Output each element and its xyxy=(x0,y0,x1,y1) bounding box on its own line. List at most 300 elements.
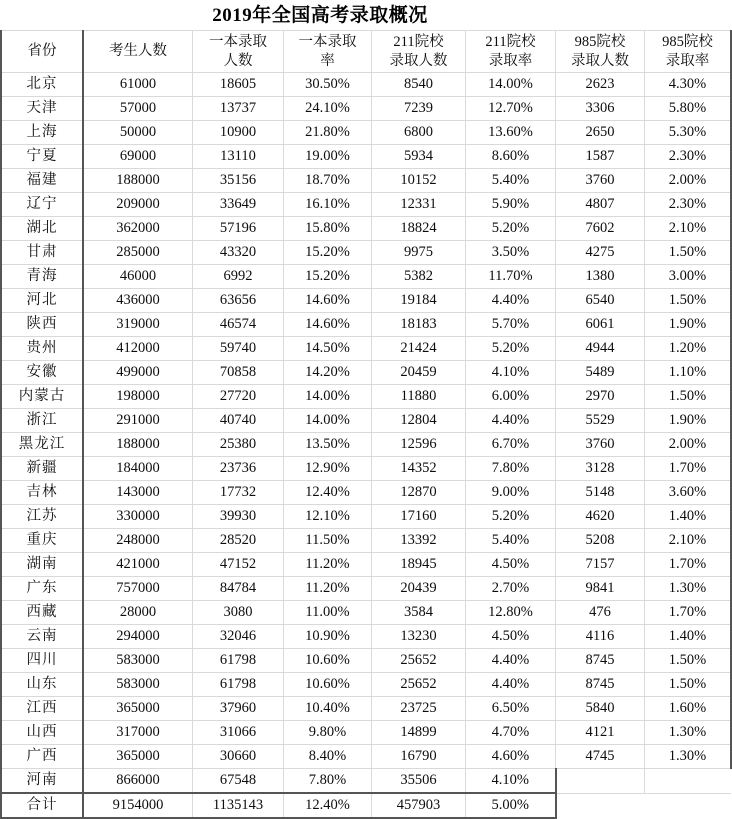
table-row xyxy=(1,121,731,145)
cell-n985_rate: 2.10% xyxy=(645,529,732,553)
table-row xyxy=(1,169,731,193)
cell-yiben_num: 28520 xyxy=(193,529,284,553)
cell-n211_rate: 5.20% xyxy=(466,337,556,361)
cell-n211_rate: 5.20% xyxy=(466,505,556,529)
table-row xyxy=(1,337,731,361)
cell-n211_rate: 5.40% xyxy=(466,169,556,193)
cell-yiben_rate: 19.00% xyxy=(284,145,372,169)
cell-examinees: 198000 xyxy=(83,385,193,409)
cell-province: 广东 xyxy=(1,577,83,601)
table-row xyxy=(1,361,731,385)
cell-province: 江西 xyxy=(1,697,83,721)
cell-examinees: 319000 xyxy=(83,313,193,337)
table-header-row xyxy=(1,31,731,73)
cell-n985_num: 476 xyxy=(556,601,645,625)
cell-examinees: 317000 xyxy=(83,721,193,745)
cell-examinees: 583000 xyxy=(83,649,193,673)
cell-province: 安徽 xyxy=(1,361,83,385)
cell-n211_rate: 6.70% xyxy=(466,433,556,457)
cell-examinees: 184000 xyxy=(83,457,193,481)
table-row xyxy=(1,745,731,769)
cell-n985_rate: 1.30% xyxy=(645,577,732,601)
cell-n985_rate: 3.60% xyxy=(645,481,732,505)
cell-n211_num: 3584 xyxy=(372,601,466,625)
table-row xyxy=(1,145,731,169)
table-row xyxy=(1,553,731,577)
cell-n211_num: 17160 xyxy=(372,505,466,529)
cell-yiben_num: 32046 xyxy=(193,625,284,649)
cell-examinees: 188000 xyxy=(83,169,193,193)
cell-examinees: 365000 xyxy=(83,697,193,721)
column-header-line1: 211院校 xyxy=(393,33,444,50)
cell-n985_rate: 2.00% xyxy=(645,433,732,457)
cell-n985_num: 4121 xyxy=(556,721,645,745)
column-header-line2: 录取率 xyxy=(488,52,533,69)
cell-examinees: 757000 xyxy=(83,577,193,601)
cell-n211_num: 18183 xyxy=(372,313,466,337)
cell-yiben_num: 59740 xyxy=(193,337,284,361)
cell-yiben_rate: 15.20% xyxy=(284,265,372,289)
cell-n985_rate: 2.30% xyxy=(645,193,732,217)
table-body xyxy=(1,73,731,819)
cell-examinees: 69000 xyxy=(83,145,193,169)
cell-n985_num: 5840 xyxy=(556,697,645,721)
cell-province: 甘肃 xyxy=(1,241,83,265)
cell-yiben_rate: 10.40% xyxy=(284,697,372,721)
cell-n211_rate: 4.70% xyxy=(466,721,556,745)
cell-province: 天津 xyxy=(1,97,83,121)
cell-n985_num: 4620 xyxy=(556,505,645,529)
cell-yiben_num: 57196 xyxy=(193,217,284,241)
cell-n985_rate: 1.50% xyxy=(645,385,732,409)
table-row xyxy=(1,601,731,625)
table-row xyxy=(1,265,731,289)
cell-province: 青海 xyxy=(1,265,83,289)
table-row xyxy=(1,673,731,697)
cell-yiben_num: 18605 xyxy=(193,73,284,97)
table-row xyxy=(1,73,731,97)
cell-yiben_rate: 14.60% xyxy=(284,313,372,337)
cell-n985_rate: 1.40% xyxy=(645,505,732,529)
cell-yiben_num: 63656 xyxy=(193,289,284,313)
cell-n211_rate: 12.80% xyxy=(466,601,556,625)
cell-province: 内蒙古 xyxy=(1,385,83,409)
column-header-yiben_rate xyxy=(284,31,372,73)
column-header-n211_num xyxy=(372,31,466,73)
cell-yiben_rate: 14.50% xyxy=(284,337,372,361)
table-row xyxy=(1,577,731,601)
cell-examinees: 28000 xyxy=(83,601,193,625)
cell-n985_rate: 1.30% xyxy=(645,745,732,769)
cell-yiben_num: 1135143 xyxy=(193,793,284,818)
cell-n211_rate: 8.60% xyxy=(466,145,556,169)
cell-n985_num: 1587 xyxy=(556,145,645,169)
cell-n985_rate: 1.50% xyxy=(645,289,732,313)
cell-province: 西藏 xyxy=(1,601,83,625)
cell-yiben_num: 70858 xyxy=(193,361,284,385)
cell-yiben_rate: 21.80% xyxy=(284,121,372,145)
cell-yiben_num: 3080 xyxy=(193,601,284,625)
cell-yiben_num: 23736 xyxy=(193,457,284,481)
cell-yiben_num: 10900 xyxy=(193,121,284,145)
table-row xyxy=(1,97,731,121)
column-header-line1: 985院校 xyxy=(662,33,713,50)
column-header-examinees xyxy=(83,31,193,73)
cell-yiben_rate: 11.00% xyxy=(284,601,372,625)
cell-province: 山西 xyxy=(1,721,83,745)
cell-yiben_num: 33649 xyxy=(193,193,284,217)
cell-yiben_num: 6992 xyxy=(193,265,284,289)
cell-n211_num: 7239 xyxy=(372,97,466,121)
cell-n985_rate xyxy=(645,769,732,794)
cell-n985_rate: 1.70% xyxy=(645,457,732,481)
cell-examinees: 9154000 xyxy=(83,793,193,818)
cell-n985_rate: 5.80% xyxy=(645,97,732,121)
cell-n211_rate: 5.20% xyxy=(466,217,556,241)
cell-examinees: 57000 xyxy=(83,97,193,121)
cell-province: 山东 xyxy=(1,673,83,697)
cell-n211_rate: 5.00% xyxy=(466,793,556,818)
cell-n211_rate: 4.40% xyxy=(466,673,556,697)
cell-n985_num: 5529 xyxy=(556,409,645,433)
cell-yiben_rate: 11.20% xyxy=(284,553,372,577)
cell-n985_rate: 4.30% xyxy=(645,73,732,97)
cell-province: 四川 xyxy=(1,649,83,673)
cell-yiben_num: 46574 xyxy=(193,313,284,337)
table-row xyxy=(1,481,731,505)
table-row xyxy=(1,409,731,433)
table-row xyxy=(1,313,731,337)
column-header-yiben_num xyxy=(193,31,284,73)
column-header-line1: 985院校 xyxy=(574,33,626,50)
cell-yiben_rate: 12.40% xyxy=(284,481,372,505)
column-header-n985_num xyxy=(556,31,645,73)
cell-n211_num: 9975 xyxy=(372,241,466,265)
cell-yiben_rate: 10.90% xyxy=(284,625,372,649)
cell-n211_num: 20439 xyxy=(372,577,466,601)
cell-yiben_rate: 15.80% xyxy=(284,217,372,241)
cell-province: 河南 xyxy=(1,769,83,794)
cell-examinees: 866000 xyxy=(83,769,193,794)
cell-n985_num: 4275 xyxy=(556,241,645,265)
cell-province: 贵州 xyxy=(1,337,83,361)
cell-yiben_num: 13110 xyxy=(193,145,284,169)
cell-n211_num: 8540 xyxy=(372,73,466,97)
cell-n211_rate: 13.60% xyxy=(466,121,556,145)
cell-n985_rate: 2.30% xyxy=(645,145,732,169)
cell-n985_num: 3760 xyxy=(556,433,645,457)
column-header-line1: 考生人数 xyxy=(109,43,167,59)
cell-yiben_rate: 16.10% xyxy=(284,193,372,217)
table-row xyxy=(1,769,731,794)
cell-n211_num: 12596 xyxy=(372,433,466,457)
column-header-n985_rate xyxy=(645,31,732,73)
cell-n211_rate: 3.50% xyxy=(466,241,556,265)
table-header xyxy=(1,31,731,73)
cell-yiben_num: 31066 xyxy=(193,721,284,745)
cell-n985_rate: 1.90% xyxy=(645,409,732,433)
cell-province: 上海 xyxy=(1,121,83,145)
column-header-province xyxy=(1,31,83,73)
cell-yiben_num: 61798 xyxy=(193,649,284,673)
cell-n211_num: 6800 xyxy=(372,121,466,145)
table-row xyxy=(1,505,731,529)
cell-yiben_num: 30660 xyxy=(193,745,284,769)
cell-province: 湖南 xyxy=(1,553,83,577)
cell-yiben_num: 25380 xyxy=(193,433,284,457)
cell-n985_num: 4807 xyxy=(556,193,645,217)
cell-n211_rate: 4.10% xyxy=(466,769,556,794)
cell-examinees: 209000 xyxy=(83,193,193,217)
cell-examinees: 285000 xyxy=(83,241,193,265)
cell-yiben_num: 39930 xyxy=(193,505,284,529)
table-row xyxy=(1,289,731,313)
cell-examinees: 50000 xyxy=(83,121,193,145)
cell-n211_num: 13230 xyxy=(372,625,466,649)
cell-yiben_rate: 12.10% xyxy=(284,505,372,529)
cell-yiben_rate: 14.00% xyxy=(284,409,372,433)
cell-n211_num: 23725 xyxy=(372,697,466,721)
cell-province: 宁夏 xyxy=(1,145,83,169)
cell-n985_num: 5148 xyxy=(556,481,645,505)
cell-n985_rate: 5.30% xyxy=(645,121,732,145)
cell-n985_num: 6540 xyxy=(556,289,645,313)
cell-yiben_rate: 10.60% xyxy=(284,649,372,673)
cell-examinees: 365000 xyxy=(83,745,193,769)
cell-n211_rate: 4.40% xyxy=(466,649,556,673)
cell-yiben_num: 47152 xyxy=(193,553,284,577)
table-row xyxy=(1,649,731,673)
cell-n985_num: 4944 xyxy=(556,337,645,361)
cell-n211_rate: 9.00% xyxy=(466,481,556,505)
cell-yiben_rate: 24.10% xyxy=(284,97,372,121)
cell-yiben_rate: 14.20% xyxy=(284,361,372,385)
cell-province: 黑龙江 xyxy=(1,433,83,457)
cell-province: 福建 xyxy=(1,169,83,193)
cell-yiben_num: 40740 xyxy=(193,409,284,433)
cell-n211_rate: 4.10% xyxy=(466,361,556,385)
column-header-line1: 省份 xyxy=(27,43,57,59)
cell-n985_num: 1380 xyxy=(556,265,645,289)
cell-n211_num: 5934 xyxy=(372,145,466,169)
cell-examinees: 412000 xyxy=(83,337,193,361)
cell-n211_rate: 4.40% xyxy=(466,289,556,313)
cell-yiben_rate: 10.60% xyxy=(284,673,372,697)
cell-province: 吉林 xyxy=(1,481,83,505)
table-row xyxy=(1,721,731,745)
cell-examinees: 143000 xyxy=(83,481,193,505)
cell-province: 云南 xyxy=(1,625,83,649)
cell-yiben_rate: 15.20% xyxy=(284,241,372,265)
cell-yiben_num: 61798 xyxy=(193,673,284,697)
cell-province: 新疆 xyxy=(1,457,83,481)
cell-yiben_rate: 12.90% xyxy=(284,457,372,481)
column-header-line2: 录取率 xyxy=(665,52,710,69)
cell-n211_rate: 2.70% xyxy=(466,577,556,601)
cell-yiben_rate: 13.50% xyxy=(284,433,372,457)
cell-n211_num: 18824 xyxy=(372,217,466,241)
cell-examinees: 46000 xyxy=(83,265,193,289)
cell-province: 湖北 xyxy=(1,217,83,241)
cell-n985_num: 3760 xyxy=(556,169,645,193)
cell-yiben_num: 67548 xyxy=(193,769,284,794)
cell-yiben_rate: 11.20% xyxy=(284,577,372,601)
cell-n985_rate: 2.10% xyxy=(645,217,732,241)
table-row xyxy=(1,697,731,721)
cell-n985_rate: 1.40% xyxy=(645,625,732,649)
cell-n985_num: 7157 xyxy=(556,553,645,577)
table-row xyxy=(1,529,731,553)
cell-province: 辽宁 xyxy=(1,193,83,217)
cell-province: 重庆 xyxy=(1,529,83,553)
cell-yiben_num: 27720 xyxy=(193,385,284,409)
cell-n211_num: 14899 xyxy=(372,721,466,745)
cell-province: 广西 xyxy=(1,745,83,769)
cell-yiben_num: 84784 xyxy=(193,577,284,601)
cell-n985_num: 4116 xyxy=(556,625,645,649)
cell-n211_num: 25652 xyxy=(372,649,466,673)
cell-yiben_rate: 14.00% xyxy=(284,385,372,409)
cell-n211_num: 19184 xyxy=(372,289,466,313)
cell-n211_num: 11880 xyxy=(372,385,466,409)
cell-n985_num: 3306 xyxy=(556,97,645,121)
page-title: 2019年全国高考录取概况 xyxy=(212,5,428,26)
cell-n211_rate: 7.80% xyxy=(466,457,556,481)
cell-yiben_num: 43320 xyxy=(193,241,284,265)
cell-n985_num: 4745 xyxy=(556,745,645,769)
cell-examinees: 294000 xyxy=(83,625,193,649)
cell-n211_rate: 4.50% xyxy=(466,553,556,577)
cell-examinees: 188000 xyxy=(83,433,193,457)
cell-examinees: 362000 xyxy=(83,217,193,241)
cell-province: 河北 xyxy=(1,289,83,313)
cell-yiben_num: 13737 xyxy=(193,97,284,121)
cell-n985_rate: 2.00% xyxy=(645,169,732,193)
column-header-n211_rate xyxy=(466,31,556,73)
cell-n985_rate: 1.70% xyxy=(645,553,732,577)
cell-n985_rate: 1.10% xyxy=(645,361,732,385)
cell-n985_num: 2650 xyxy=(556,121,645,145)
table-row xyxy=(1,217,731,241)
cell-n211_num: 16790 xyxy=(372,745,466,769)
cell-n985_num: 5208 xyxy=(556,529,645,553)
cell-n211_num: 12804 xyxy=(372,409,466,433)
column-header-line1: 211院校 xyxy=(485,33,536,50)
cell-n211_rate: 4.50% xyxy=(466,625,556,649)
cell-yiben_rate: 11.50% xyxy=(284,529,372,553)
cell-n211_num: 457903 xyxy=(372,793,466,818)
cell-yiben_num: 35156 xyxy=(193,169,284,193)
cell-n211_num: 5382 xyxy=(372,265,466,289)
cell-examinees: 583000 xyxy=(83,673,193,697)
cell-n211_num: 13392 xyxy=(372,529,466,553)
cell-n985_num xyxy=(556,769,645,794)
cell-n211_rate: 6.50% xyxy=(466,697,556,721)
cell-yiben_num: 17732 xyxy=(193,481,284,505)
cell-province: 浙江 xyxy=(1,409,83,433)
cell-n985_num: 5489 xyxy=(556,361,645,385)
cell-yiben_rate: 8.40% xyxy=(284,745,372,769)
cell-n985_num: 2970 xyxy=(556,385,645,409)
cell-n985_num: 9841 xyxy=(556,577,645,601)
cell-province: 陕西 xyxy=(1,313,83,337)
cell-n211_num: 25652 xyxy=(372,673,466,697)
cell-examinees: 61000 xyxy=(83,73,193,97)
cell-n985_rate xyxy=(645,793,732,818)
column-header-line2: 人数 xyxy=(223,52,253,69)
cell-examinees: 330000 xyxy=(83,505,193,529)
cell-n211_rate: 14.00% xyxy=(466,73,556,97)
table-row xyxy=(1,457,731,481)
column-header-line1: 一本录取 xyxy=(298,33,357,50)
cell-n985_num: 2623 xyxy=(556,73,645,97)
table-row xyxy=(1,625,731,649)
page-root xyxy=(0,2,713,813)
cell-n985_rate: 3.00% xyxy=(645,265,732,289)
cell-n985_num: 8745 xyxy=(556,649,645,673)
table-row xyxy=(1,385,731,409)
column-header-line2: 录取人数 xyxy=(389,52,448,69)
table-row xyxy=(1,241,731,265)
cell-n985_num: 7602 xyxy=(556,217,645,241)
cell-n985_num xyxy=(556,793,645,818)
cell-yiben_rate: 12.40% xyxy=(284,793,372,818)
cell-n985_rate: 1.50% xyxy=(645,673,732,697)
cell-yiben_rate: 9.80% xyxy=(284,721,372,745)
recruitment-table xyxy=(0,30,732,819)
cell-province: 合计 xyxy=(1,793,83,818)
cell-n211_num: 20459 xyxy=(372,361,466,385)
cell-yiben_rate: 18.70% xyxy=(284,169,372,193)
cell-n211_rate: 6.00% xyxy=(466,385,556,409)
cell-examinees: 291000 xyxy=(83,409,193,433)
cell-n211_rate: 11.70% xyxy=(466,265,556,289)
table-row xyxy=(1,433,731,457)
cell-n211_num: 18945 xyxy=(372,553,466,577)
cell-examinees: 248000 xyxy=(83,529,193,553)
cell-n211_num: 10152 xyxy=(372,169,466,193)
cell-n211_rate: 4.60% xyxy=(466,745,556,769)
cell-n211_rate: 4.40% xyxy=(466,409,556,433)
cell-examinees: 499000 xyxy=(83,361,193,385)
table-row xyxy=(1,193,731,217)
column-header-line2: 率 xyxy=(320,52,335,69)
cell-province: 江苏 xyxy=(1,505,83,529)
cell-n211_num: 12331 xyxy=(372,193,466,217)
cell-n211_rate: 5.70% xyxy=(466,313,556,337)
cell-yiben_num: 37960 xyxy=(193,697,284,721)
cell-n211_num: 12870 xyxy=(372,481,466,505)
cell-n985_num: 3128 xyxy=(556,457,645,481)
cell-yiben_rate: 30.50% xyxy=(284,73,372,97)
cell-n985_rate: 1.90% xyxy=(645,313,732,337)
cell-n985_rate: 1.30% xyxy=(645,721,732,745)
cell-yiben_rate: 7.80% xyxy=(284,769,372,794)
cell-n985_rate: 1.50% xyxy=(645,241,732,265)
column-header-line1: 一本录取 xyxy=(209,33,267,50)
cell-n211_num: 35506 xyxy=(372,769,466,794)
table-total-row xyxy=(1,793,731,818)
cell-n211_rate: 5.90% xyxy=(466,193,556,217)
cell-n985_rate: 1.60% xyxy=(645,697,732,721)
cell-n985_rate: 1.50% xyxy=(645,649,732,673)
cell-n985_rate: 1.70% xyxy=(645,601,732,625)
column-header-line2: 录取人数 xyxy=(571,52,629,69)
cell-n211_num: 21424 xyxy=(372,337,466,361)
cell-n211_rate: 12.70% xyxy=(466,97,556,121)
cell-examinees: 436000 xyxy=(83,289,193,313)
cell-n985_num: 8745 xyxy=(556,673,645,697)
